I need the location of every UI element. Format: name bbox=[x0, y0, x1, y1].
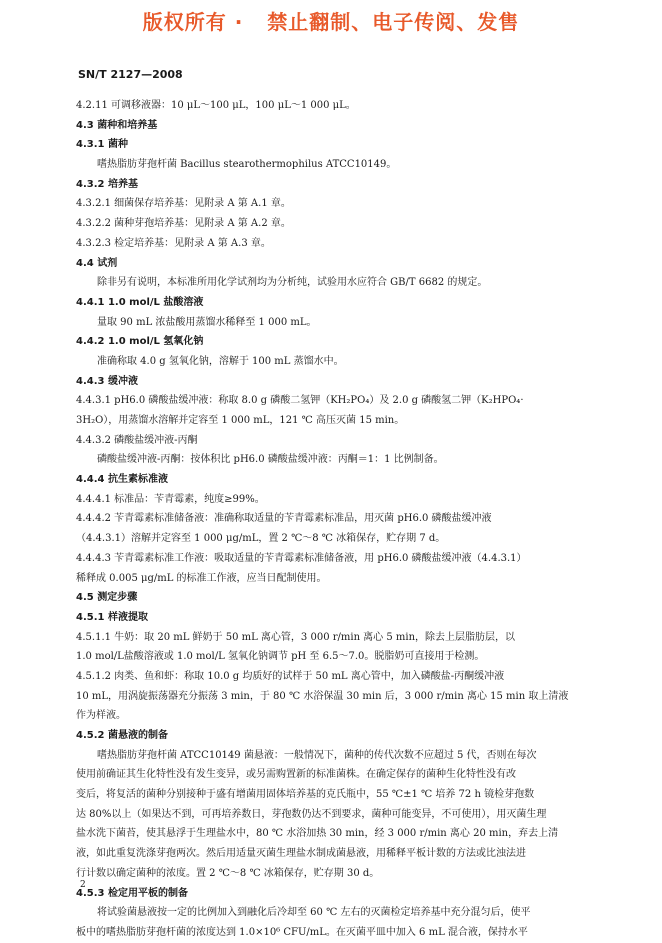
paragraph-line: 作为样液。 bbox=[76, 710, 126, 722]
paragraph-line: 4.4.4.2 苄青霉素标准储备液：准确称取适量的苄青霉素标准品，用灭菌 pH6.0 磷酸盐缓冲液 bbox=[76, 513, 492, 525]
paragraph-line: 磷酸盐缓冲液-丙酮：按体积比 pH6.0 磷酸盐缓冲液：丙酮＝1：1 比例制备。 bbox=[97, 454, 444, 466]
paragraph-line: 量取 90 mL 浓盐酸用蒸馏水稀释至 1 000 mL。 bbox=[97, 316, 317, 328]
paragraph-line: 4.4.3.1 pH6.0 磷酸盐缓冲液：称取 8.0 g 磷酸二氢钾（KH₂PO₄）及 2.0 g 磷酸氢二钾（K₂HPO₄· bbox=[76, 395, 524, 407]
paragraph-line: 嗜热脂肪芽孢杆菌 ATCC10149 菌悬液：一般情况下，菌种的传代次数不应超过 5 代，否则在每次 bbox=[97, 749, 537, 761]
section-heading: 4.4 试剂 bbox=[76, 257, 118, 269]
paragraph-line: 1.0 mol/L盐酸溶液或 1.0 mol/L 氢氧化钠调节 pH 至 6.5～7.0。脱脂奶可直接用于检测。 bbox=[76, 651, 485, 663]
paragraph-line: 4.5.1.2 肉类、鱼和虾：称取 10.0 g 均质好的试样于 50 mL 离心管中，加入磷酸盐-丙酮缓冲液 bbox=[76, 670, 505, 682]
document-body bbox=[76, 96, 586, 943]
paragraph-line: 4.4.3.2 磷酸盐缓冲液-丙酮 bbox=[76, 434, 198, 446]
section-heading: 4.3.1 菌种 bbox=[76, 139, 128, 151]
paragraph-line: 板中的嗜热脂肪芽孢杆菌的浓度达到 1.0×10⁶ CFU/mL。在灭菌平皿中加入 6 mL 混合液，保持水平 bbox=[76, 926, 528, 938]
section-heading: 4.5.1 样液提取 bbox=[76, 611, 148, 623]
watermark-banner: 版权所有 · 禁止翻制、电子传阅、发售 bbox=[142, 10, 520, 34]
section-heading: 4.5 测定步骤 bbox=[76, 592, 138, 604]
section-heading: 4.5.2 菌悬液的制备 bbox=[76, 730, 168, 741]
paragraph-line: 将试验菌悬液按一定的比例加入到融化后冷却至 60 ℃ 左右的灭菌检定培养基中充分混匀后，使平 bbox=[97, 907, 531, 919]
paragraph-line: 10 mL，用涡旋振荡器充分振荡 3 min，于 80 ℃ 水浴保温 30 min 后，3 000 r/min 离心 15 min 取上清液 bbox=[76, 690, 569, 702]
paragraph-line: 4.3.2.2 菌种芽孢培养基：见附录 A 第 A.2 章。 bbox=[76, 218, 291, 230]
paragraph-line: （4.4.3.1）溶解并定容至 1 000 μg/mL，置 2 ℃～8 ℃ 冰箱保存，贮存期 7 d。 bbox=[76, 533, 446, 545]
section-heading: 4.4.1 1.0 mol/L 盐酸溶液 bbox=[76, 296, 204, 308]
section-heading: 4.3 菌种和培养基 bbox=[76, 119, 158, 131]
standard-code: SN/T 2127—2008 bbox=[78, 68, 183, 81]
page-number: 2 bbox=[80, 880, 86, 890]
section-heading: 4.3.2 培养基 bbox=[76, 178, 138, 190]
section-heading: 4.4.2 1.0 mol/L 氢氧化钠 bbox=[76, 336, 204, 348]
paragraph-line: 嗜热脂肪芽孢杆菌 Bacillus stearothermophilus ATCC10149。 bbox=[97, 159, 397, 171]
paragraph-line: 准确称取 4.0 g 氢氧化钠，溶解于 100 mL 蒸馏水中。 bbox=[97, 355, 344, 367]
section-heading: 4.5.3 检定用平板的制备 bbox=[76, 887, 188, 899]
paragraph-line: 4.3.2.1 细菌保存培养基：见附录 A 第 A.1 章。 bbox=[76, 198, 291, 210]
paragraph-line: 盐水洗下菌苔，使其悬浮于生理盐水中，80 ℃ 水浴加热 30 min，经 3 000 r/min 离心 20 min，弃去上清 bbox=[76, 828, 559, 840]
paragraph-line: 4.2.11 可调移液器：10 μL～100 μL，100 μL～1 000 μL。 bbox=[76, 100, 356, 111]
paragraph-line: 4.4.4.3 苄青霉素标准工作液：吸取适量的苄青霉素标准储备液，用 pH6.0 磷酸盐缓冲液（4.4.3.1） bbox=[76, 552, 527, 564]
section-heading: 4.4.3 缓冲液 bbox=[76, 375, 138, 387]
paragraph-line: 达 80%以上（如果达不到，可再培养数日，芽孢数仍达不到要求，菌种可能变异，不可使用），用灭菌生理 bbox=[76, 808, 547, 820]
paragraph-line: 稀释成 0.005 μg/mL 的标准工作液，应当日配制使用。 bbox=[76, 572, 327, 584]
paragraph-line: 液，如此重复洗涤芽孢两次。然后用适量灭菌生理盐水制成菌悬液，用稀释平板计数的方法或比浊法进 bbox=[76, 848, 526, 860]
paragraph-line: 使用前确证其生化特性没有发生变异，或另需购置新的标准菌株。在确定保存的菌种生化特性没有改 bbox=[76, 769, 516, 781]
paragraph-line: 4.3.2.3 检定培养基：见附录 A 第 A.3 章。 bbox=[76, 237, 271, 249]
paragraph-line: 变后，将复活的菌种分别接种于盛有增菌用固体培养基的克氏瓶中，55 ℃±1 ℃ 培养 72 h 镜检芽孢数 bbox=[76, 789, 535, 801]
section-heading: 4.4.4 抗生素标准液 bbox=[76, 474, 168, 486]
paragraph-line: 4.5.1.1 牛奶：取 20 mL 鲜奶于 50 mL 离心管，3 000 r/min 离心 5 min，除去上层脂肪层，以 bbox=[76, 631, 516, 643]
paragraph-line: 4.4.4.1 标准品：苄青霉素，纯度≥99%。 bbox=[76, 493, 265, 505]
paragraph-line: 除非另有说明，本标准所用化学试剂均为分析纯，试验用水应符合 GB/T 6682 的规定。 bbox=[97, 277, 488, 289]
paragraph-line: 行计数以确定菌种的浓度。置 2 ℃～8 ℃ 冰箱保存，贮存期 30 d。 bbox=[76, 867, 380, 879]
paragraph-line: 3H₂O），用蒸馏水溶解并定容至 1 000 mL，121 ℃ 高压灭菌 15 min。 bbox=[76, 415, 405, 426]
